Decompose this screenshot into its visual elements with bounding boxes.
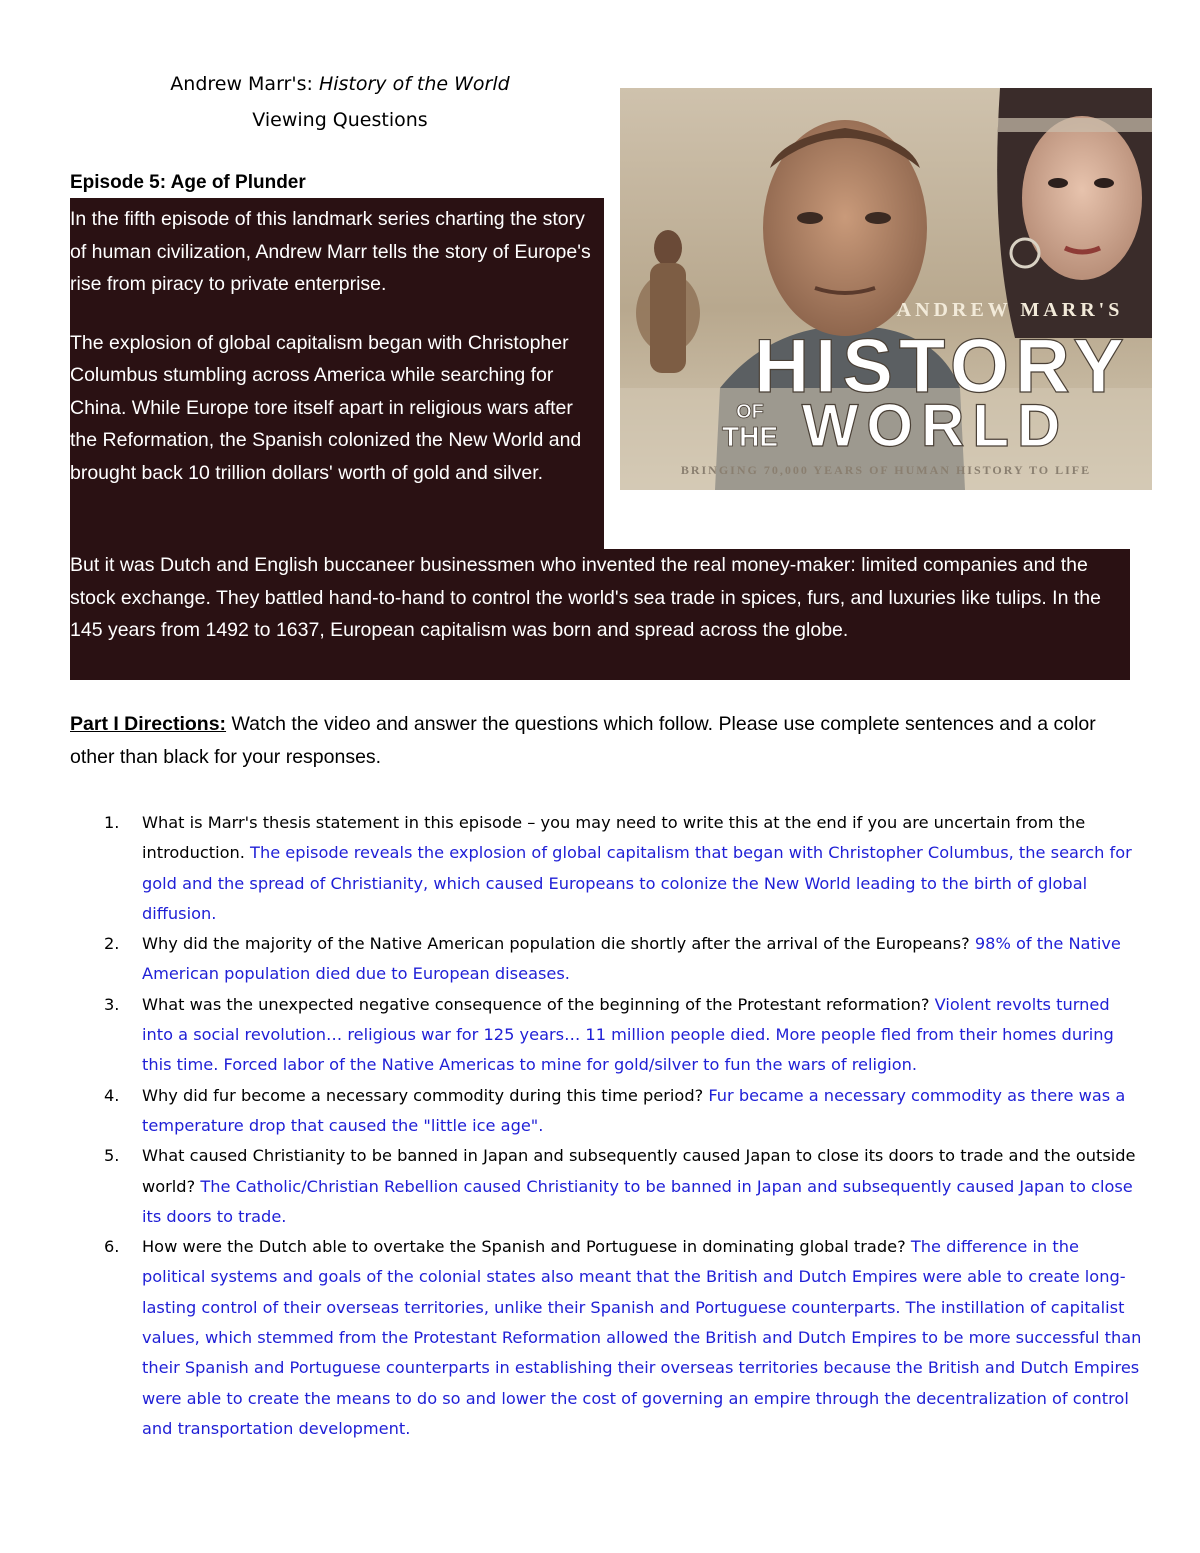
question-item — [70, 990, 1145, 1081]
question-item — [70, 929, 1145, 990]
answer-text: The difference in the political systems and goals of the colonial states also meant that the British and Dutch Empires were able to create long-lasting control of their overseas territories, unlike their Spanish and Portuguese counterparts. The instillation of capitalist values, which stemmed from the Protestant Reformation allowed the British and Dutch Empires to be more successful than their Spanish and Portuguese counterparts in establishing their overseas territories because the British and Dutch Empires were able to create the means to do so and lower the cost of governing an empire through the decentralization of control and transportation development. — [142, 1237, 1142, 1438]
question-text: What caused Christianity to be banned in Japan and subsequently caused Japan to close its doors to trade and the outside world? — [142, 1146, 1136, 1196]
intro-text-bottom — [70, 549, 1130, 647]
document-title — [70, 73, 610, 95]
question-number: 4. — [104, 1085, 120, 1105]
part-one-directions — [70, 708, 1140, 774]
question-number: 1. — [104, 813, 120, 832]
answer-text: Fur became a necessary commodity as there was a temperature drop that caused the "little ice age". — [142, 1085, 1126, 1135]
answer-text: The Catholic/Christian Rebellion caused Christianity to be banned in Japan and subsequently caused Japan to close its doors to trade. — [142, 1176, 1133, 1226]
question-number: 3. — [104, 994, 120, 1014]
question-text: What is Marr's thesis statement in this episode – you may need to write this at the end if you are uncertain from the introduction. — [142, 813, 1086, 863]
answer-text: Violent revolts turned into a social revolution… religious war for 125 years… 11 million people died. More people fled from their homes during this time. Forced labor of the Native Americas to mine for gold/silver to fun the wars of religion. — [142, 994, 1114, 1075]
question-text: What was the unexpected negative consequence of the beginning of the Protestant reformation? — [142, 994, 930, 1014]
intro-paragraph-2: The explosion of global capitalism began with Christopher Columbus stumbling across America while searching for China. While Europe tore itself apart in religious wars after the Reformation, the Spanish colonized the New World and brought back 10 trillion dollars' worth of gold and silver. — [70, 331, 582, 484]
question-item — [70, 1141, 1145, 1232]
question-number: 2. — [104, 934, 120, 954]
question-list — [70, 808, 1145, 1444]
episode-heading: Episode 5: Age of Plunder — [70, 172, 306, 193]
title-italic: History of the World — [318, 73, 510, 95]
question-text: Why did the majority of the Native American population die shortly after the arrival of the Europeans? — [142, 934, 970, 954]
poster-history: HISTORY — [754, 324, 1130, 409]
document-subtitle: Viewing Questions — [252, 109, 428, 131]
poster-tagline: BRINGING 70,000 YEARS OF HUMAN HISTORY TO LIFE — [680, 463, 1092, 477]
intro-paragraph-1: In the fifth episode of this landmark series charting the story of human civilization, Andrew Marr tells the story of Europe's rise from piracy to private enterprise. — [70, 208, 591, 295]
question-item — [70, 1232, 1145, 1444]
answer-text: The episode reveals the explosion of global capitalism that began with Christopher Columbus, the search for gold and the spread of Christianity, which caused Europeans to colonize the New World leading to the birth of global diffusion. — [142, 843, 1132, 923]
show-poster — [620, 88, 1152, 490]
poster-the: THE — [722, 421, 778, 452]
question-number: 6. — [104, 1237, 120, 1257]
directions-label: Part I Directions: — [70, 713, 227, 735]
poster-world: WORLD — [801, 392, 1069, 459]
intro-text-top — [70, 203, 600, 489]
poster-top-line: ANDREW MARR'S — [896, 299, 1124, 321]
answer-text: 98% of the Native American population died due to European diseases. — [142, 934, 1121, 984]
poster-of: OF — [736, 401, 764, 423]
question-text: Why did fur become a necessary commodity during this time period? — [142, 1085, 704, 1105]
question-item — [70, 808, 1145, 929]
directions-text: Watch the video and answer the questions which follow. Please use complete sentences and a color other than black for your responses. — [70, 713, 1096, 768]
question-item — [70, 1081, 1145, 1142]
intro-paragraph-3: But it was Dutch and English buccaneer businessmen who invented the real money-maker: limited companies and the stock exchange. They battled hand-to-hand to control the world's sea trade in spices, furs, and luxuries like tulips. In the 145 years from 1492 to 1637, European capitalism was born and spread across the globe. — [70, 554, 1101, 641]
title-prefix: Andrew Marr's: — [170, 73, 319, 95]
question-number: 5. — [104, 1146, 120, 1166]
poster-illustration — [620, 88, 1152, 490]
question-text: How were the Dutch able to overtake the Spanish and Portuguese in dominating global trade? — [142, 1237, 906, 1257]
